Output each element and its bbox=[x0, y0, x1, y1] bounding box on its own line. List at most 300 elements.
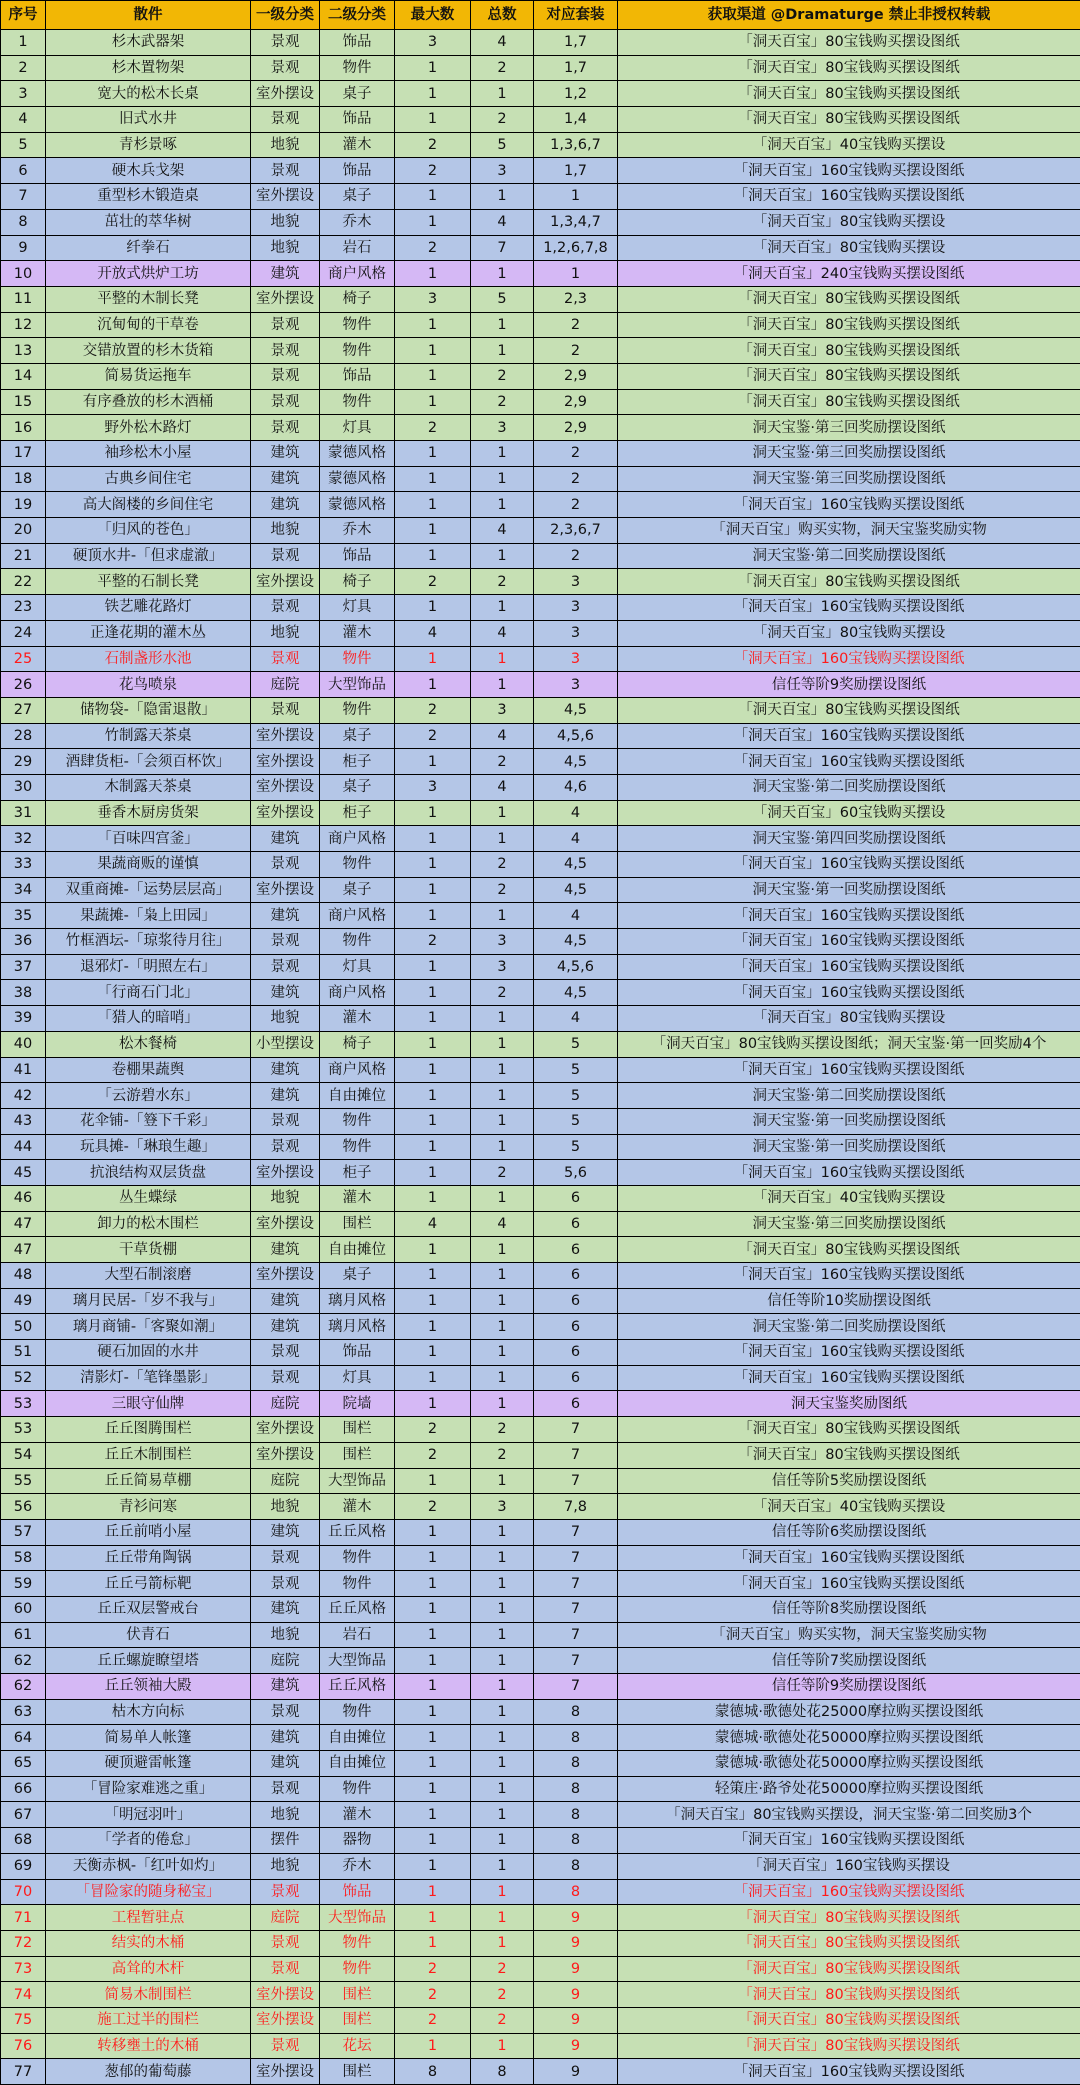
header-category-1: 一级分类 bbox=[251, 1, 320, 30]
table-row bbox=[1, 774, 1080, 800]
cell-category-1: 地貌 bbox=[251, 1494, 320, 1520]
cell-category-1: 地貌 bbox=[251, 1802, 320, 1828]
cell-set: 8 bbox=[534, 1751, 618, 1777]
cell-index: 41 bbox=[1, 1057, 46, 1083]
cell-item: 卸力的松木围栏 bbox=[46, 1211, 251, 1237]
cell-set: 6 bbox=[534, 1288, 618, 1314]
cell-set: 8 bbox=[534, 1853, 618, 1879]
cell-set: 1,4 bbox=[534, 107, 618, 133]
cell-total: 1 bbox=[471, 826, 534, 852]
cell-set: 2 bbox=[534, 543, 618, 569]
cell-max-count: 1 bbox=[395, 1648, 471, 1674]
table-row bbox=[1, 261, 1080, 287]
cell-category-1: 建筑 bbox=[251, 1751, 320, 1777]
cell-total: 3 bbox=[471, 1494, 534, 1520]
cell-index: 33 bbox=[1, 852, 46, 878]
cell-total: 1 bbox=[471, 184, 534, 210]
header-row bbox=[1, 1, 1080, 30]
cell-item: 丘丘双层警戒台 bbox=[46, 1596, 251, 1622]
cell-source: 「洞天百宝」80宝钱购买摆设图纸 bbox=[618, 569, 1080, 595]
cell-category-2: 饰品 bbox=[320, 543, 395, 569]
cell-set: 7 bbox=[534, 1596, 618, 1622]
cell-item: 高大阁楼的乡间住宅 bbox=[46, 492, 251, 518]
cell-category-2: 饰品 bbox=[320, 30, 395, 56]
cell-source: 洞天宝鉴·第二回奖励摆设图纸 bbox=[618, 1083, 1080, 1109]
cell-total: 2 bbox=[471, 1442, 534, 1468]
cell-source: 「洞天百宝」80宝钱购买摆设图纸 bbox=[618, 363, 1080, 389]
cell-category-1: 景观 bbox=[251, 1340, 320, 1366]
table-row bbox=[1, 800, 1080, 826]
cell-item: 简易货运拖车 bbox=[46, 363, 251, 389]
cell-category-1: 景观 bbox=[251, 1699, 320, 1725]
cell-item: 丘丘简易草棚 bbox=[46, 1468, 251, 1494]
cell-total: 5 bbox=[471, 286, 534, 312]
cell-set: 7 bbox=[534, 1519, 618, 1545]
cell-set: 6 bbox=[534, 1185, 618, 1211]
cell-index: 73 bbox=[1, 1956, 46, 1982]
cell-item: 抗浪结构双层货盘 bbox=[46, 1160, 251, 1186]
cell-set: 4 bbox=[534, 826, 618, 852]
cell-max-count: 2 bbox=[395, 697, 471, 723]
cell-set: 1,7 bbox=[534, 55, 618, 81]
cell-index: 52 bbox=[1, 1365, 46, 1391]
cell-total: 1 bbox=[471, 800, 534, 826]
cell-source: 「洞天百宝」60宝钱购买摆设 bbox=[618, 800, 1080, 826]
cell-category-2: 花坛 bbox=[320, 2033, 395, 2059]
cell-max-count: 1 bbox=[395, 1185, 471, 1211]
cell-category-1: 景观 bbox=[251, 1879, 320, 1905]
cell-item: 木制露天茶桌 bbox=[46, 774, 251, 800]
cell-index: 11 bbox=[1, 286, 46, 312]
cell-category-2: 椅子 bbox=[320, 286, 395, 312]
table-row bbox=[1, 1828, 1080, 1854]
cell-source: 「洞天百宝」160宝钱购买摆设图纸 bbox=[618, 1340, 1080, 1366]
cell-index: 10 bbox=[1, 261, 46, 287]
table-row bbox=[1, 1751, 1080, 1777]
cell-source: 「洞天百宝」160宝钱购买摆设图纸 bbox=[618, 852, 1080, 878]
cell-index: 62 bbox=[1, 1674, 46, 1700]
cell-index: 42 bbox=[1, 1083, 46, 1109]
cell-source: 「洞天百宝」80宝钱购买摆设图纸 bbox=[618, 389, 1080, 415]
cell-max-count: 1 bbox=[395, 800, 471, 826]
cell-max-count: 1 bbox=[395, 1725, 471, 1751]
cell-category-1: 室外摆设 bbox=[251, 2059, 320, 2085]
cell-category-2: 饰品 bbox=[320, 363, 395, 389]
cell-max-count: 1 bbox=[395, 1057, 471, 1083]
cell-item: 「归风的苍色」 bbox=[46, 518, 251, 544]
cell-set: 7 bbox=[534, 1674, 618, 1700]
cell-category-2: 璃月风格 bbox=[320, 1314, 395, 1340]
cell-set: 9 bbox=[534, 1930, 618, 1956]
cell-category-1: 室外摆设 bbox=[251, 1417, 320, 1443]
cell-category-2: 桌子 bbox=[320, 877, 395, 903]
table-row bbox=[1, 209, 1080, 235]
cell-item: 硬顶避雷帐篷 bbox=[46, 1751, 251, 1777]
cell-index: 5 bbox=[1, 132, 46, 158]
cell-source: 蒙德城·歌德处花50000摩拉购买摆设图纸 bbox=[618, 1751, 1080, 1777]
cell-item: 储物袋-「隐雷退散」 bbox=[46, 697, 251, 723]
cell-total: 1 bbox=[471, 1134, 534, 1160]
cell-max-count: 2 bbox=[395, 132, 471, 158]
cell-category-2: 蒙德风格 bbox=[320, 466, 395, 492]
cell-source: 信任等阶7奖励摆设图纸 bbox=[618, 1648, 1080, 1674]
cell-max-count: 1 bbox=[395, 1365, 471, 1391]
cell-item: 果蔬商贩的谨慎 bbox=[46, 852, 251, 878]
cell-total: 1 bbox=[471, 1314, 534, 1340]
cell-max-count: 1 bbox=[395, 389, 471, 415]
cell-category-1: 建筑 bbox=[251, 1288, 320, 1314]
cell-source: 「洞天百宝」160宝钱购买摆设图纸 bbox=[618, 723, 1080, 749]
cell-category-1: 景观 bbox=[251, 1930, 320, 1956]
cell-set: 5 bbox=[534, 1134, 618, 1160]
cell-item: 简易单人帐篷 bbox=[46, 1725, 251, 1751]
cell-max-count: 1 bbox=[395, 1751, 471, 1777]
cell-total: 1 bbox=[471, 1263, 534, 1289]
cell-category-2: 灌木 bbox=[320, 1494, 395, 1520]
cell-index: 47 bbox=[1, 1237, 46, 1263]
cell-source: 「洞天百宝」80宝钱购买摆设，洞天宝鉴·第二回奖励3个 bbox=[618, 1802, 1080, 1828]
cell-item: 枯木方向标 bbox=[46, 1699, 251, 1725]
cell-index: 75 bbox=[1, 2007, 46, 2033]
cell-category-2: 物件 bbox=[320, 389, 395, 415]
cell-category-1: 景观 bbox=[251, 363, 320, 389]
cell-source: 「洞天百宝」160宝钱购买摆设图纸 bbox=[618, 929, 1080, 955]
cell-category-2: 饰品 bbox=[320, 1340, 395, 1366]
table-row bbox=[1, 1571, 1080, 1597]
cell-set: 1,7 bbox=[534, 30, 618, 56]
table-row bbox=[1, 1417, 1080, 1443]
table-row bbox=[1, 235, 1080, 261]
cell-item: 平整的石制长凳 bbox=[46, 569, 251, 595]
cell-category-1: 室外摆设 bbox=[251, 1211, 320, 1237]
cell-max-count: 1 bbox=[395, 1288, 471, 1314]
cell-source: 「洞天百宝」80宝钱购买摆设图纸；洞天宝鉴·第一回奖励4个 bbox=[618, 1031, 1080, 1057]
table-row bbox=[1, 1519, 1080, 1545]
cell-set: 2,3 bbox=[534, 286, 618, 312]
cell-total: 1 bbox=[471, 1519, 534, 1545]
cell-total: 1 bbox=[471, 261, 534, 287]
cell-source: 「洞天百宝」购买实物，洞天宝鉴奖励实物 bbox=[618, 518, 1080, 544]
cell-category-1: 室外摆设 bbox=[251, 877, 320, 903]
cell-set: 7 bbox=[534, 1622, 618, 1648]
cell-index: 29 bbox=[1, 749, 46, 775]
table-body bbox=[1, 30, 1080, 2085]
table-row bbox=[1, 749, 1080, 775]
cell-category-2: 桌子 bbox=[320, 184, 395, 210]
cell-set: 6 bbox=[534, 1340, 618, 1366]
cell-index: 21 bbox=[1, 543, 46, 569]
cell-index: 15 bbox=[1, 389, 46, 415]
cell-index: 50 bbox=[1, 1314, 46, 1340]
cell-index: 8 bbox=[1, 209, 46, 235]
cell-source: 「洞天百宝」80宝钱购买摆设图纸 bbox=[618, 2033, 1080, 2059]
table-row bbox=[1, 1237, 1080, 1263]
cell-set: 8 bbox=[534, 1699, 618, 1725]
table-row bbox=[1, 1956, 1080, 1982]
cell-source: 信任等阶9奖励摆设图纸 bbox=[618, 1674, 1080, 1700]
cell-max-count: 1 bbox=[395, 1853, 471, 1879]
cell-category-1: 景观 bbox=[251, 415, 320, 441]
cell-category-1: 景观 bbox=[251, 543, 320, 569]
cell-source: 「洞天百宝」160宝钱购买摆设图纸 bbox=[618, 158, 1080, 184]
cell-total: 2 bbox=[471, 569, 534, 595]
cell-item: 青衫问寒 bbox=[46, 1494, 251, 1520]
cell-item: 杉木武器架 bbox=[46, 30, 251, 56]
cell-total: 1 bbox=[471, 2033, 534, 2059]
cell-source: 「洞天百宝」160宝钱购买摆设图纸 bbox=[618, 1828, 1080, 1854]
cell-category-2: 物件 bbox=[320, 1776, 395, 1802]
cell-category-2: 商户风格 bbox=[320, 261, 395, 287]
cell-item: 「猎人的暗哨」 bbox=[46, 1006, 251, 1032]
cell-index: 76 bbox=[1, 2033, 46, 2059]
cell-category-2: 物件 bbox=[320, 1108, 395, 1134]
cell-index: 49 bbox=[1, 1288, 46, 1314]
cell-set: 4,5 bbox=[534, 852, 618, 878]
cell-category-2: 物件 bbox=[320, 1545, 395, 1571]
table-row bbox=[1, 1468, 1080, 1494]
cell-set: 3 bbox=[534, 620, 618, 646]
cell-index: 35 bbox=[1, 903, 46, 929]
cell-set: 7 bbox=[534, 1417, 618, 1443]
cell-total: 1 bbox=[471, 1083, 534, 1109]
cell-item: 平整的木制长凳 bbox=[46, 286, 251, 312]
cell-source: 洞天宝鉴·第一回奖励摆设图纸 bbox=[618, 1134, 1080, 1160]
cell-item: 丘丘图腾围栏 bbox=[46, 1417, 251, 1443]
cell-total: 1 bbox=[471, 543, 534, 569]
cell-index: 4 bbox=[1, 107, 46, 133]
cell-max-count: 1 bbox=[395, 312, 471, 338]
table-row bbox=[1, 1802, 1080, 1828]
cell-category-2: 围栏 bbox=[320, 1211, 395, 1237]
cell-set: 2 bbox=[534, 441, 618, 467]
cell-category-2: 灌木 bbox=[320, 1802, 395, 1828]
cell-max-count: 1 bbox=[395, 1828, 471, 1854]
cell-total: 1 bbox=[471, 1648, 534, 1674]
cell-set: 4 bbox=[534, 800, 618, 826]
table-row bbox=[1, 723, 1080, 749]
cell-index: 71 bbox=[1, 1905, 46, 1931]
cell-item: 「冒险家难逃之重」 bbox=[46, 1776, 251, 1802]
cell-total: 1 bbox=[471, 1237, 534, 1263]
table-row bbox=[1, 1494, 1080, 1520]
cell-total: 1 bbox=[471, 1057, 534, 1083]
cell-category-2: 乔木 bbox=[320, 1853, 395, 1879]
cell-category-1: 建筑 bbox=[251, 492, 320, 518]
cell-total: 1 bbox=[471, 1468, 534, 1494]
table-row bbox=[1, 389, 1080, 415]
cell-total: 4 bbox=[471, 209, 534, 235]
cell-total: 2 bbox=[471, 2007, 534, 2033]
cell-set: 2 bbox=[534, 466, 618, 492]
cell-category-2: 大型饰品 bbox=[320, 1905, 395, 1931]
cell-source: 「洞天百宝」240宝钱购买摆设图纸 bbox=[618, 261, 1080, 287]
cell-set: 8 bbox=[534, 1802, 618, 1828]
cell-set: 9 bbox=[534, 1982, 618, 2008]
cell-total: 2 bbox=[471, 877, 534, 903]
cell-source: 洞天宝鉴·第四回奖励摆设图纸 bbox=[618, 826, 1080, 852]
cell-set: 1 bbox=[534, 184, 618, 210]
cell-category-1: 景观 bbox=[251, 595, 320, 621]
table-row bbox=[1, 286, 1080, 312]
cell-max-count: 2 bbox=[395, 1442, 471, 1468]
cell-total: 1 bbox=[471, 1751, 534, 1777]
cell-max-count: 4 bbox=[395, 1211, 471, 1237]
cell-max-count: 1 bbox=[395, 1340, 471, 1366]
cell-source: 信任等阶9奖励摆设图纸 bbox=[618, 672, 1080, 698]
cell-set: 9 bbox=[534, 1956, 618, 1982]
cell-max-count: 1 bbox=[395, 2033, 471, 2059]
cell-max-count: 1 bbox=[395, 543, 471, 569]
cell-index: 27 bbox=[1, 697, 46, 723]
cell-index: 34 bbox=[1, 877, 46, 903]
cell-set: 9 bbox=[534, 2059, 618, 2085]
cell-category-1: 庭院 bbox=[251, 1391, 320, 1417]
cell-total: 1 bbox=[471, 1622, 534, 1648]
cell-index: 68 bbox=[1, 1828, 46, 1854]
cell-index: 58 bbox=[1, 1545, 46, 1571]
cell-source: 洞天宝鉴·第三回奖励摆设图纸 bbox=[618, 1211, 1080, 1237]
cell-category-2: 物件 bbox=[320, 1134, 395, 1160]
cell-set: 5 bbox=[534, 1108, 618, 1134]
cell-item: 工程暂驻点 bbox=[46, 1905, 251, 1931]
cell-source: 信任等阶5奖励摆设图纸 bbox=[618, 1468, 1080, 1494]
cell-category-2: 自由摊位 bbox=[320, 1083, 395, 1109]
table-row bbox=[1, 466, 1080, 492]
cell-index: 39 bbox=[1, 1006, 46, 1032]
cell-category-1: 地貌 bbox=[251, 518, 320, 544]
cell-source: 「洞天百宝」160宝钱购买摆设图纸 bbox=[618, 954, 1080, 980]
cell-max-count: 2 bbox=[395, 1982, 471, 2008]
cell-total: 4 bbox=[471, 774, 534, 800]
cell-index: 64 bbox=[1, 1725, 46, 1751]
cell-category-1: 庭院 bbox=[251, 672, 320, 698]
cell-total: 3 bbox=[471, 158, 534, 184]
cell-total: 2 bbox=[471, 55, 534, 81]
table-row bbox=[1, 1699, 1080, 1725]
cell-category-1: 室外摆设 bbox=[251, 2007, 320, 2033]
cell-total: 3 bbox=[471, 697, 534, 723]
cell-category-2: 物件 bbox=[320, 929, 395, 955]
table-row bbox=[1, 877, 1080, 903]
cell-max-count: 2 bbox=[395, 569, 471, 595]
cell-set: 4,5,6 bbox=[534, 723, 618, 749]
cell-max-count: 1 bbox=[395, 1545, 471, 1571]
cell-item: 三眼守仙牌 bbox=[46, 1391, 251, 1417]
cell-set: 7 bbox=[534, 1571, 618, 1597]
table-row bbox=[1, 646, 1080, 672]
cell-total: 1 bbox=[471, 1340, 534, 1366]
cell-index: 69 bbox=[1, 1853, 46, 1879]
cell-source: 「洞天百宝」160宝钱购买摆设图纸 bbox=[618, 184, 1080, 210]
cell-set: 4,5 bbox=[534, 697, 618, 723]
cell-category-2: 围栏 bbox=[320, 2059, 395, 2085]
cell-index: 19 bbox=[1, 492, 46, 518]
cell-category-2: 岩石 bbox=[320, 235, 395, 261]
cell-category-1: 建筑 bbox=[251, 903, 320, 929]
cell-item: 宽大的松木长桌 bbox=[46, 81, 251, 107]
cell-category-2: 饰品 bbox=[320, 158, 395, 184]
cell-category-2: 围栏 bbox=[320, 1417, 395, 1443]
table-row bbox=[1, 1648, 1080, 1674]
cell-category-2: 璃月风格 bbox=[320, 1288, 395, 1314]
cell-source: 「洞天百宝」160宝钱购买摆设图纸 bbox=[618, 1263, 1080, 1289]
cell-source: 洞天宝鉴·第三回奖励摆设图纸 bbox=[618, 415, 1080, 441]
cell-index: 1 bbox=[1, 30, 46, 56]
cell-index: 18 bbox=[1, 466, 46, 492]
cell-max-count: 1 bbox=[395, 1391, 471, 1417]
cell-item: 旧式水井 bbox=[46, 107, 251, 133]
cell-item: 硬石加固的水井 bbox=[46, 1340, 251, 1366]
cell-total: 1 bbox=[471, 595, 534, 621]
cell-item: 花伞铺-「簦下千彩」 bbox=[46, 1108, 251, 1134]
cell-total: 4 bbox=[471, 518, 534, 544]
cell-index: 53 bbox=[1, 1391, 46, 1417]
cell-item: 重型杉木锻造桌 bbox=[46, 184, 251, 210]
cell-category-2: 灯具 bbox=[320, 595, 395, 621]
cell-category-1: 室外摆设 bbox=[251, 1160, 320, 1186]
cell-category-1: 建筑 bbox=[251, 1057, 320, 1083]
cell-set: 4 bbox=[534, 1006, 618, 1032]
cell-category-2: 灯具 bbox=[320, 415, 395, 441]
cell-index: 13 bbox=[1, 338, 46, 364]
cell-category-2: 商户风格 bbox=[320, 826, 395, 852]
cell-source: 洞天宝鉴·第二回奖励摆设图纸 bbox=[618, 543, 1080, 569]
cell-category-2: 柜子 bbox=[320, 800, 395, 826]
cell-index: 61 bbox=[1, 1622, 46, 1648]
cell-source: 「洞天百宝」160宝钱购买摆设图纸 bbox=[618, 1365, 1080, 1391]
table-row bbox=[1, 1083, 1080, 1109]
cell-item: 正逢花期的灌木丛 bbox=[46, 620, 251, 646]
cell-total: 1 bbox=[471, 1905, 534, 1931]
cell-max-count: 2 bbox=[395, 2007, 471, 2033]
cell-total: 1 bbox=[471, 338, 534, 364]
cell-index: 48 bbox=[1, 1263, 46, 1289]
table-row bbox=[1, 1596, 1080, 1622]
cell-category-1: 景观 bbox=[251, 107, 320, 133]
cell-total: 1 bbox=[471, 646, 534, 672]
cell-category-2: 桌子 bbox=[320, 723, 395, 749]
cell-category-2: 柜子 bbox=[320, 1160, 395, 1186]
cell-category-2: 灌木 bbox=[320, 132, 395, 158]
table-row bbox=[1, 2059, 1080, 2085]
cell-category-1: 室外摆设 bbox=[251, 1442, 320, 1468]
cell-source: 「洞天百宝」160宝钱购买摆设图纸 bbox=[618, 980, 1080, 1006]
cell-category-1: 景观 bbox=[251, 389, 320, 415]
cell-index: 47 bbox=[1, 1211, 46, 1237]
cell-category-1: 建筑 bbox=[251, 1314, 320, 1340]
cell-set: 2,9 bbox=[534, 389, 618, 415]
cell-index: 31 bbox=[1, 800, 46, 826]
cell-total: 1 bbox=[471, 1031, 534, 1057]
cell-source: 洞天宝鉴·第二回奖励摆设图纸 bbox=[618, 774, 1080, 800]
cell-category-1: 建筑 bbox=[251, 1237, 320, 1263]
cell-set: 7,8 bbox=[534, 1494, 618, 1520]
cell-category-1: 景观 bbox=[251, 2033, 320, 2059]
cell-set: 4,5 bbox=[534, 929, 618, 955]
cell-category-1: 建筑 bbox=[251, 1596, 320, 1622]
cell-source: 洞天宝鉴·第二回奖励摆设图纸 bbox=[618, 1314, 1080, 1340]
cell-category-2: 蒙德风格 bbox=[320, 441, 395, 467]
cell-category-2: 灌木 bbox=[320, 620, 395, 646]
cell-index: 36 bbox=[1, 929, 46, 955]
cell-category-1: 地貌 bbox=[251, 1185, 320, 1211]
cell-item: 野外松木路灯 bbox=[46, 415, 251, 441]
cell-index: 44 bbox=[1, 1134, 46, 1160]
cell-item: 茁壮的萃华树 bbox=[46, 209, 251, 235]
cell-set: 3 bbox=[534, 595, 618, 621]
cell-index: 63 bbox=[1, 1699, 46, 1725]
table-row bbox=[1, 55, 1080, 81]
